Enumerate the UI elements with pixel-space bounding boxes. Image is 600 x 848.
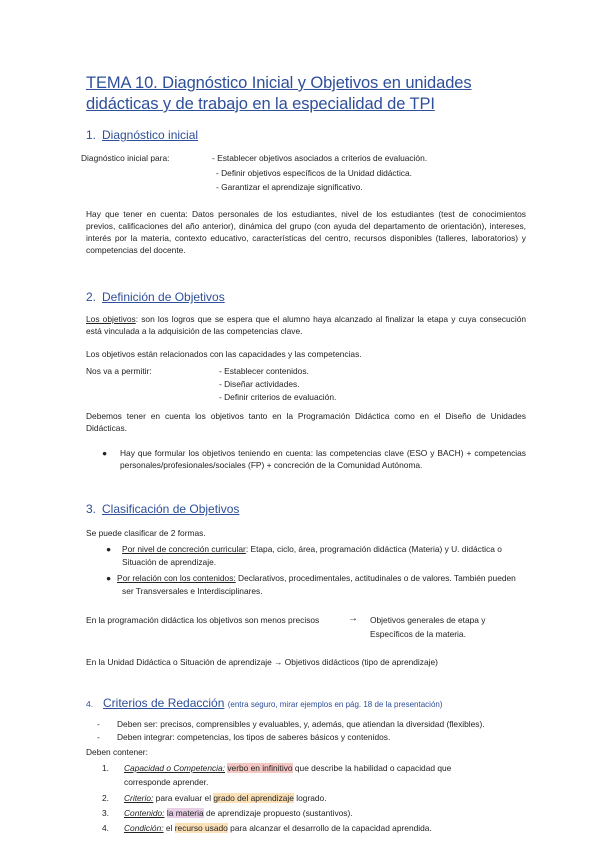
- diag-item-2: - Definir objetivos específicos de la Unidad didáctica.: [216, 168, 412, 178]
- permit-item-2: - Diseñar actividades.: [219, 379, 300, 389]
- prog-left: En la programación didáctica los objetivos son menos precisos: [86, 615, 320, 625]
- objectives-relation: Los objetivos están relacionados con las capacidades y las competencias.: [86, 349, 362, 359]
- permit-item-3: - Definir criterios de evaluación.: [219, 392, 337, 402]
- classify-bullet-1-cont: Situación de aprendizaje.: [122, 557, 217, 567]
- diag-item-3: - Garantizar el aprendizaje significativo.: [216, 182, 363, 192]
- criteria-item-3: 3. Contenido: la materia de aprendizaje propuesto (sustantivos).: [102, 808, 353, 818]
- objectives-definition: Los objetivos: son los logros que se espera que el alumno haya alcanzado al finalizar la etapa y cuya consecución está vinculada a la adquisición de las competencias clave.: [86, 314, 527, 336]
- bullet-icon: ●: [106, 544, 112, 554]
- objectives-paragraph: Debemos tener en cuenta los objetivos tanto en la Programación Didáctica como en el Diseño de Unidades Didácticas.: [86, 411, 526, 433]
- classify-bullet-2: Por relación con los contenidos: Declarativos, procedimentales, actitudinales o de valores. También pueden: [117, 573, 516, 583]
- prog-right-2: Específicos de la materia.: [370, 629, 466, 639]
- section-2-heading: 2. Definición de Objetivos: [86, 290, 225, 304]
- arrow-icon: →: [348, 613, 358, 624]
- criteria-item-1-cont: corresponde aprender.: [124, 777, 209, 787]
- criteria-item-2: 2. Criterio: para evaluar el grado del aprendizaje logrado.: [102, 793, 327, 803]
- diag-item-1: - Establecer objetivos asociados a criterios de evaluación.: [212, 153, 428, 163]
- dash-2: - Deben integrar: competencias, los tipos de saberes básicos y contenidos.: [97, 732, 391, 742]
- classify-intro: Se puede clasificar de 2 formas.: [86, 528, 206, 538]
- section-1-heading: 1. Diagnóstico inicial: [86, 128, 199, 142]
- section-3-heading: 3. Clasificación de Objetivos: [86, 502, 240, 516]
- criteria-item-4: 4. Condición: el recurso usado para alcanzar el desarrollo de la capacidad aprendida.: [102, 823, 432, 833]
- ud-line: En la Unidad Didáctica o Situación de aprendizaje → Objetivos didácticos (tipo de aprendizaje): [86, 657, 438, 667]
- classify-bullet-2-cont: ser Transversales e Interdisciplinares.: [122, 586, 263, 596]
- page-title-line2: didácticas y de trabajo en la especialidad de TPI: [86, 95, 435, 113]
- section-4-heading: 4. Criterios de Redacción (entra seguro, mirar ejemplos en pág. 18 de la presentación): [86, 696, 443, 710]
- classify-bullet-1: Por nivel de concreción curricular: Etapa, ciclo, área, programación didáctica (Materia) y U. didáctica o: [122, 544, 502, 554]
- diag-paragraph: Hay que tener en cuenta: Datos personales de los estudiantes, nivel de los estudiantes (test de conocimientos previos, calificaciones del año anterior), dinámica del grupo (con ayuda del departamento de orientación), intereses, interés por la materia, contexto educativo, características del centro, recursos disponibles (talleres, laboratorios) y competencias del docente.: [86, 209, 526, 255]
- prog-right-1: Objetivos generales de etapa y: [370, 615, 486, 625]
- permit-item-1: - Establecer contenidos.: [219, 366, 309, 376]
- bullet-icon: ●: [102, 448, 108, 458]
- diag-label: Diagnóstico inicial para:: [81, 153, 170, 163]
- contain-label: Deben contener:: [86, 747, 148, 757]
- permit-label: Nos va a permitir:: [86, 366, 152, 376]
- dash-1: - Deben ser: precisos, comprensibles y evaluables, y, además, que atiendan la diversidad (flexibles).: [97, 719, 485, 729]
- criteria-item-1: 1. Capacidad o Competencia: verbo en infinitivo que describe la habilidad o capacidad que: [102, 763, 452, 773]
- bullet-icon: ●: [106, 573, 112, 583]
- page-title: TEMA 10. Diagnóstico Inicial y Objetivos en unidades: [86, 74, 472, 92]
- formulate-bullet: Hay que formular los objetivos teniendo en cuenta: las competencias clave (ESO y BACH) + competencias personales/profesionales/sociales (FP) + concreción de la Comunidad Autónoma.: [120, 448, 526, 470]
